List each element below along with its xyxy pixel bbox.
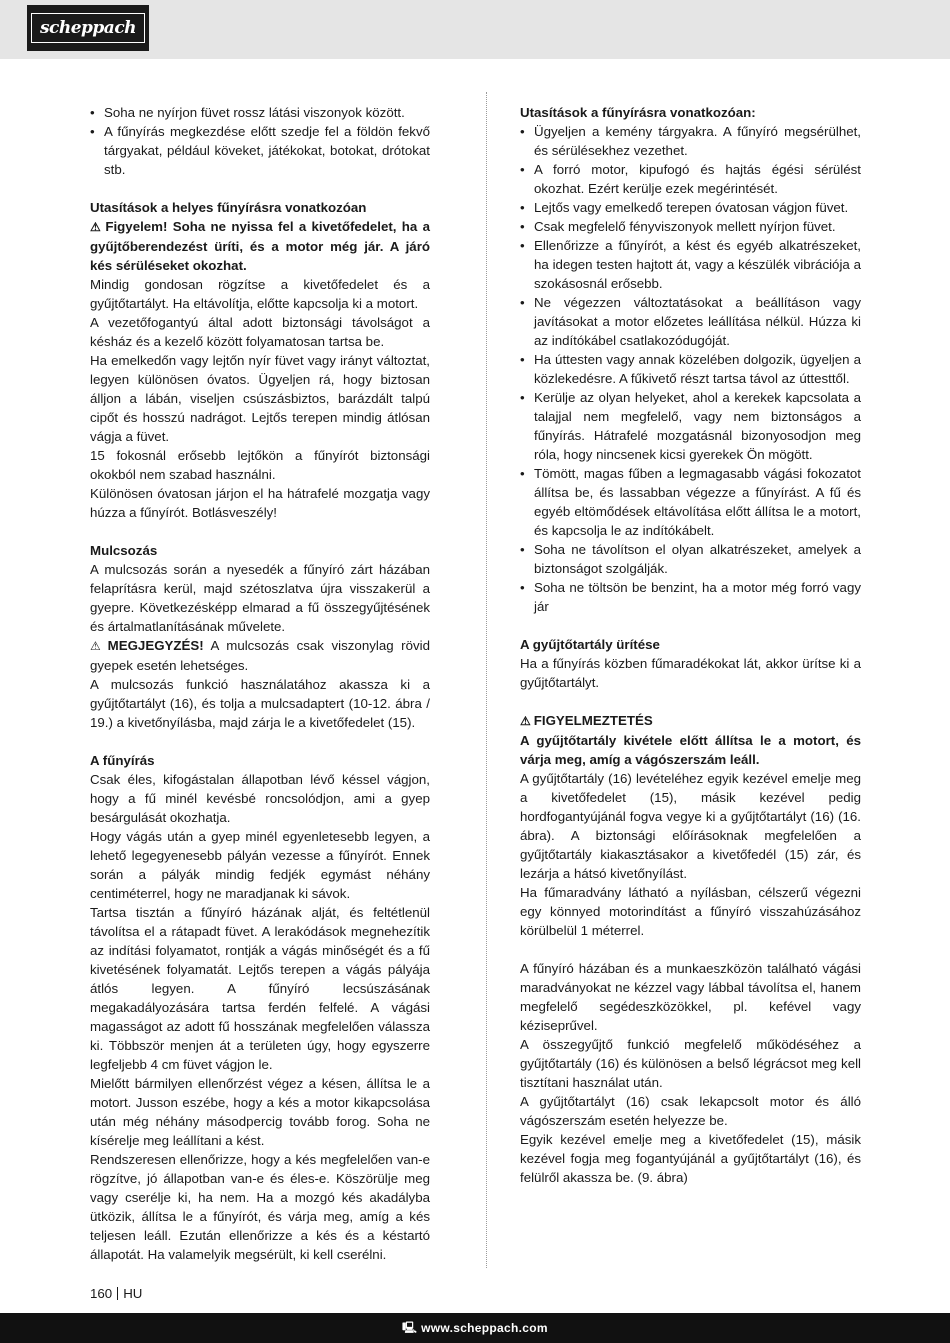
section-heading-mowing: A fűnyírás: [90, 753, 155, 768]
instruction-bullet-list: [520, 122, 861, 616]
warning-bold-paragraph: A gyűjtőtartály kivétele előtt állítsa le a motort, és várja meg, amíg a vágószerszám leáll.: [520, 733, 861, 767]
right-column: [520, 103, 861, 1187]
paragraph: A mulcsozás funkció használatához akassza ki a gyűjtőtartályt (16), és tolja a mulcsadaptert (10-12. ábra / 19.) a kivetőnyílásba, majd zárja le a kivetőfedelet (15).: [90, 677, 430, 730]
note-label: MEGJEGYZÉS!: [107, 638, 204, 653]
list-item: • Soha ne nyírjon füvet rossz látási viszonyok között.: [90, 103, 430, 122]
list-item: • Ellenőrizze a fűnyírót, a kést és egyéb alkatrészeket, ha idegen testen hajtott át, vagy a készülék vibrációja a szokásosnál erősebb.: [520, 236, 861, 293]
paragraph: Ha emelkedőn vagy lejtőn nyír füvet vagy irányt változtat, legyen különösen óvatos. Ügyeljen rá, hogy biztosan álljon a lábán, viseljen csúszásbiztos, barázdált talpú cipőt és hosszú nadrágot. Lejtős terepen mindig átlósan vágja a füvet.: [90, 353, 430, 444]
column-divider: [486, 92, 487, 1268]
warning-heading: ⚠ FIGYELMEZTETÉS: [520, 713, 653, 728]
paragraph: Egyik kezével emelje meg a kivetőfedelet (15), másik kezével fogja meg fogantyújánál a gyűjtőtartályt (16), és felülről akassza be. (9. ábra): [520, 1132, 861, 1185]
intro-bullet-list: [90, 103, 430, 179]
computer-icon: 🖳: [402, 1321, 418, 1334]
paragraph: Mindig gondosan rögzítse a kivetőfedelet és a gyűjtőtartályt. Ha eltávolítja, előtte kapcsolja ki a motort.: [90, 277, 430, 311]
page-number-value: 160: [90, 1286, 113, 1301]
section-heading-emptying-bag: A gyűjtőtartály ürítése: [520, 637, 660, 652]
page-separator: [117, 1287, 118, 1300]
paragraph: Ha a fűnyírás közben fűmaradékokat lát, akkor ürítse ki a gyűjtőtartályt.: [520, 656, 861, 690]
header-bar: [0, 0, 950, 59]
paragraph: A összegyűjtő funkció megfelelő működéséhez a gyűjtőtartály (16) és különösen a belső légrácsot meg kell tisztítani használat után.: [520, 1037, 861, 1090]
paragraph: A vezetőfogantyú által adott biztonsági távolságot a késház és a kezelő között folyamatosan tartsa be.: [90, 315, 430, 349]
note-text: A mulcsozás csak viszonylag rövid gyepek esetén lehetséges.: [90, 638, 430, 673]
paragraph: Rendszeresen ellenőrizze, hogy a kés megfelelően van-e rögzítve, jó állapotban van-e és éles-e. Köszörülje meg vagy cserélje ki, ha nem. Ha a mozgó kés akadályba ütközik, állítsa le a fűnyírót, és várja meg, amíg a kés teljesen leáll. Ezután ellenőrizze a kés és a késtartó állapotát. Ha valamelyik megsérült, ki kell cserélni.: [90, 1152, 430, 1262]
warning-triangle-icon: ⚠: [90, 639, 105, 653]
page-number: [90, 1286, 142, 1301]
paragraph: A gyűjtőtartály (16) levételéhez egyik kezével emelje meg a kivetőfedelet (15), másik kezével pedig hordfogantyújánál fogva vegye ki a gyűjtőtartályt (16) (16. ábra). A biztonsági előírásoknak megfelelően a gyűjtőtartály kiakasztásakor a kivetőfedél (15) zár, és lezárja a hátsó kivetőnyílást.: [520, 771, 861, 881]
paragraph: Mielőtt bármilyen ellenőrzést végez a késen, állítsa le a motort. Jusson eszébe, hogy a kés a motor kikapcsolása után még néhány másodpercig tovább forog. Soha ne kísérelje meg leállítani a kést.: [90, 1076, 430, 1148]
paragraph: 15 fokosnál erősebb lejtőkön a fűnyírót biztonsági okokból nem szabad használni.: [90, 448, 430, 482]
list-item: • Tömött, magas fűben a legmagasabb vágási fokozatot állítsa be, és lassabban végezze a fűnyírást. A fű és egyéb eltömődések eltávolítása előtt állítsa le a motort, és kapcsolja le az indítókábelt.: [520, 464, 861, 540]
paragraph: Csak éles, kifogástalan állapotban lévő késsel vágjon, hogy a fű minél kevésbé roncsolódjon, ami a gyep besárgulását okozhatja.: [90, 772, 430, 825]
paragraph: Hogy vágás után a gyep minél egyenletesebb legyen, a lehető legegyenesebb pályán vezesse a fűnyírót. Ennek során a pályák mindig fedjék egymást néhány centiméterrel, hogy ne maradjanak ki sávok.: [90, 829, 430, 901]
list-item: • Csak megfelelő fényviszonyok mellett nyírjon füvet.: [520, 217, 861, 236]
list-item: • Ha úttesten vagy annak közelében dolgozik, ügyeljen a közlekedésre. A fűkivető részt tartsa távol az úttesttől.: [520, 350, 861, 388]
paragraph: Ha fűmaradvány látható a nyílásban, célszerű végezni egy könnyed motorindítást a fűnyíró visszahúzásához körülbelül 1 méterrel.: [520, 885, 861, 938]
scheppach-logo: [27, 5, 149, 51]
paragraph: Különösen óvatosan járjon el ha hátrafelé mozgatja vagy húzza a fűnyírót. Botlásveszély!: [90, 486, 430, 520]
section-heading-mulching: Mulcsozás: [90, 543, 158, 558]
left-column: [90, 103, 430, 1264]
logo-text: scheppach: [31, 13, 145, 43]
paragraph: A fűnyíró házában és a munkaeszközön található vágási maradványokat ne kézzel vagy lábbal távolítsa el, hanem megfelelő segédeszközökkel, pl. kefével vagy kéziseprűvel.: [520, 961, 861, 1033]
list-item: • Lejtős vagy emelkedő terepen óvatosan vágjon füvet.: [520, 198, 861, 217]
list-item: • Ne végezzen változtatásokat a beállításon vagy javításokat a motor előzetes leállítása nélkül. Húzza ki az indítókábel csatlakozódugóját.: [520, 293, 861, 350]
footer-bar: [0, 1313, 950, 1343]
website-link[interactable]: www.scheppach.com: [421, 1321, 548, 1335]
paragraph: Tartsa tisztán a fűnyíró házának alját, és feltétlenül távolítsa el a rátapadt füvet. A lerakódások megnehezítik az indítási folyamatot, rontják a vágás minőségét és a fű kivetésének folyamatát. Lejtős terepen a vágás pályája átlós legyen. A fűnyíró lecsúszásának megakadályozására tartsa ferdén felfelé. A vágási magasságot az adott fű hosszának megfelelően válassza ki. Többször menjen át a területen úgy, hogy egyszerre legfeljebb 4 cm füvet vágjon le.: [90, 905, 430, 1072]
section-heading-mowing-instructions: Utasítások a fűnyírásra vonatkozóan:: [520, 105, 756, 120]
list-item: • Kerülje az olyan helyeket, ahol a kerekek kapcsolata a talajjal nem megfelelő, vagy nem biztonságos a fűnyírás. Hátrafelé mozgatásnál bizonyosodjon meg róla, hogy nincsenek kicsi gyerekek Ön mögött.: [520, 388, 861, 464]
warning-paragraph: ⚠ Figyelem! Soha ne nyissa fel a kivetőfedelet, ha a gyűjtőberendezést üríti, és a motor még jár. A járó kés sérüléseket okozhat.: [90, 219, 430, 273]
list-item: • Soha ne távolítson el olyan alkatrészeket, amelyek a biztonságot szolgálják.: [520, 540, 861, 578]
list-item: • Ügyeljen a kemény tárgyakra. A fűnyíró megsérülhet, és sérülésekhez vezethet.: [520, 122, 861, 160]
note-paragraph: [90, 636, 430, 675]
paragraph: A mulcsozás során a nyesedék a fűnyíró zárt házában felaprításra kerül, majd szétoszlatva újra visszakerül a gyepre. Következésképp elmarad a fű összegyűjtésének és ártalmatlanításának művelete.: [90, 562, 430, 634]
paragraph: A gyűjtőtartályt (16) csak lekapcsolt motor és álló vágószerszám esetén helyezze be.: [520, 1094, 861, 1128]
list-item: • A forró motor, kipufogó és hajtás égési sérülést okozhat. Ezért kerülje ezek megérintését.: [520, 160, 861, 198]
language-code: HU: [123, 1286, 143, 1301]
warning-triangle-icon: ⚠: [520, 714, 531, 728]
list-item: • A fűnyírás megkezdése előtt szedje fel a földön fekvő tárgyakat, például köveket, játékokat, botokat, drótokat stb.: [90, 122, 430, 179]
warning-triangle-icon: ⚠: [90, 220, 103, 234]
section-heading-correct-mowing: Utasítások a helyes fűnyírásra vonatkozóan: [90, 200, 367, 215]
list-item: • Soha ne töltsön be benzint, ha a motor még forró vagy jár: [520, 578, 861, 616]
